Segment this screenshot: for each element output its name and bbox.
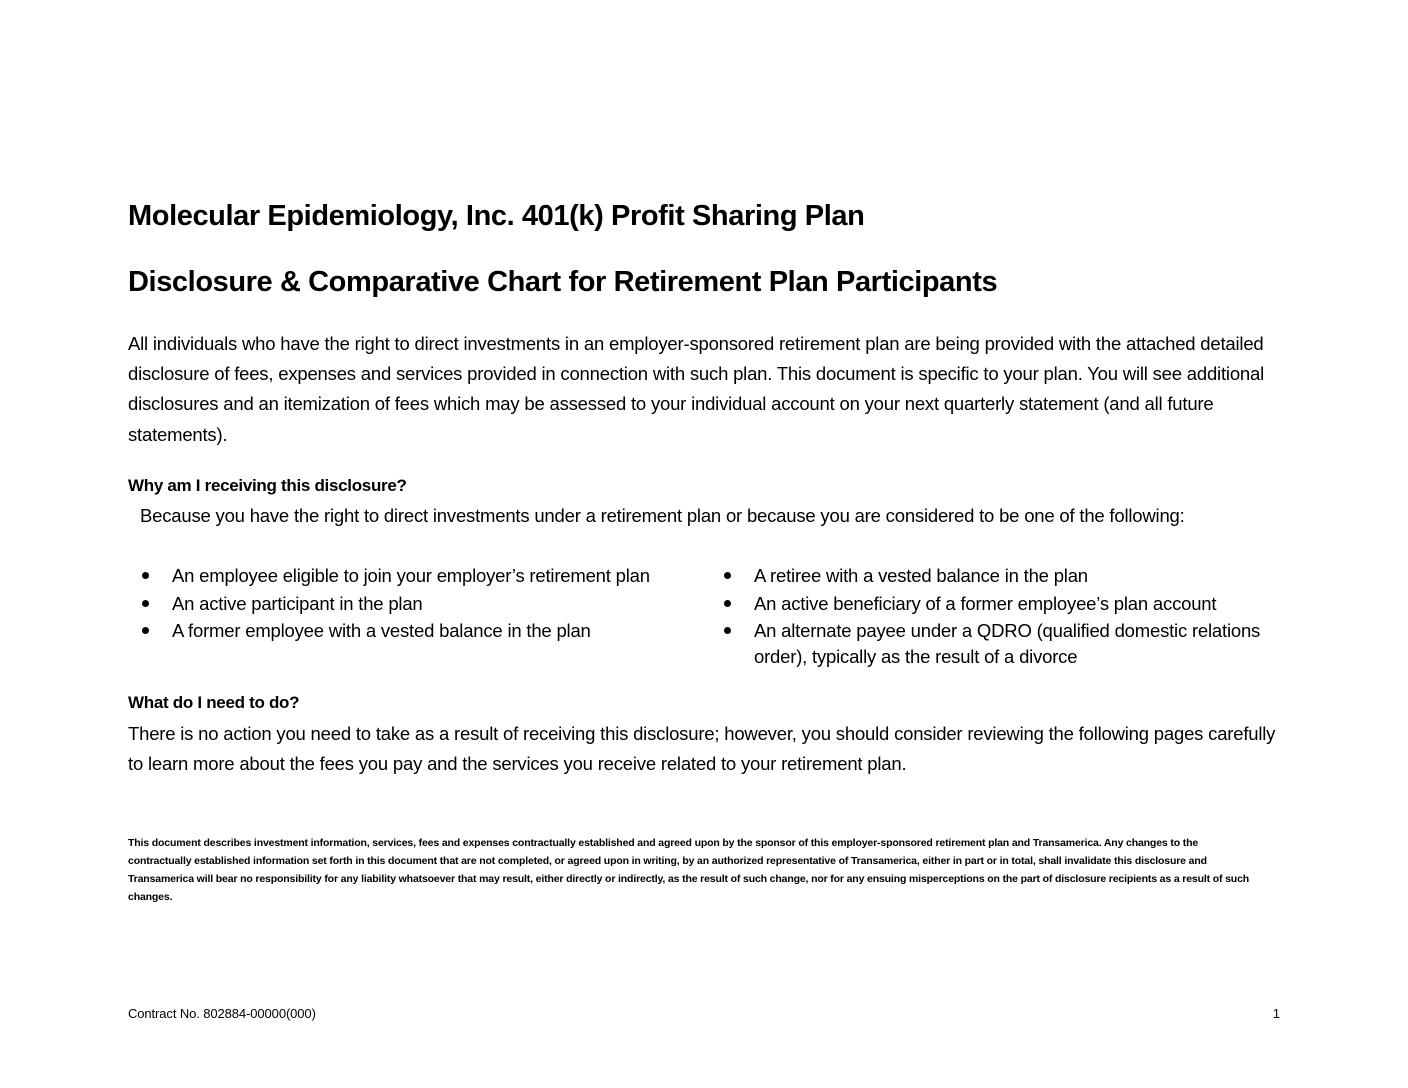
bullet-icon xyxy=(724,627,731,634)
list-item-text: An employee eligible to join your employer’s retirement plan xyxy=(172,565,650,586)
page-title: Molecular Epidemiology, Inc. 401(k) Profit Sharing Plan xyxy=(128,200,865,232)
bullet-icon xyxy=(724,600,731,607)
disclaimer-text: This document describes investment information, services, fees and expenses contractually established and agreed upon by the sponsor of this employer-sponsored retirement plan and Transamerica. Any changes to the contractually established information set forth in this document that are not completed, or agreed upon in writing, by an authorized representative of Transamerica, either in part or in total, shall invalidate this disclosure and Transamerica will bear no responsibility for any liability whatsoever that may result, either directly or indirectly, as the result of such change, nor for any ensuing misperceptions on the part of disclosure recipients as a result of such changes. xyxy=(128,837,1250,903)
bullet-icon xyxy=(142,627,149,634)
list-item-text: A retiree with a vested balance in the plan xyxy=(754,565,1088,586)
list-item-text: A former employee with a vested balance in the plan xyxy=(172,620,591,641)
what-paragraph: There is no action you need to take as a result of receiving this disclosure; however, you should consider reviewing the following pages carefully to learn more about the fees you pay and the services you receive related to your retirement plan. xyxy=(128,723,1276,774)
bullet-icon xyxy=(142,600,149,607)
page-number: 1 xyxy=(1272,1006,1280,1021)
list-item-text: An active participant in the plan xyxy=(172,592,423,614)
list-item xyxy=(710,563,1270,589)
what-heading: What do I need to do? xyxy=(128,693,300,712)
intro-paragraph: All individuals who have the right to direct investments in an employer-sponsored retirement plan are being provided with the attached detailed disclosure of fees, expenses and services provided in connection with such plan. This document is specific to your plan. You will see additional disclosures and an itemization of fees which may be assessed to your individual account on your next quarterly statement (and all future statements). xyxy=(128,333,1264,445)
list-item xyxy=(710,591,1270,617)
why-paragraph: Because you have the right to direct investments under a retirement plan or because you are considered to be one of the following: xyxy=(140,505,1185,526)
eligibility-list-right xyxy=(710,563,1270,672)
list-item xyxy=(128,563,708,589)
document-page xyxy=(128,0,1280,1088)
why-heading: Why am I receiving this disclosure? xyxy=(128,476,407,495)
list-item xyxy=(128,618,708,644)
list-item-text: An active beneficiary of a former employee’s plan account xyxy=(754,592,1217,614)
list-item-text: An alternate payee under a QDRO (qualified domestic relations order), typically as the result of a divorce xyxy=(754,620,1261,667)
contract-number: Contract No. 802884-00000(000) xyxy=(128,1006,316,1021)
page-subtitle: Disclosure & Comparative Chart for Retirement Plan Participants xyxy=(128,266,998,298)
list-item xyxy=(710,618,1270,670)
list-item xyxy=(128,591,708,617)
eligibility-list-left xyxy=(128,563,708,646)
bullet-icon xyxy=(142,572,149,579)
bullet-icon xyxy=(724,572,731,579)
